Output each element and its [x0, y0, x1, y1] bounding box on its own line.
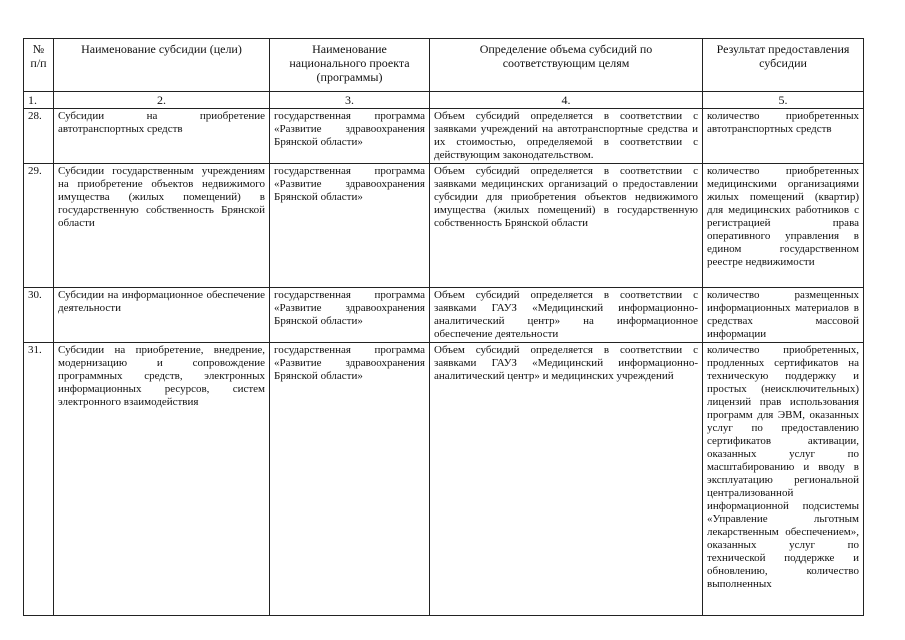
column-number: 2. [54, 92, 270, 109]
column-number: 5. [703, 92, 864, 109]
row-number: 28. [24, 109, 54, 164]
header-number: № п/п [24, 39, 54, 92]
subsidy-name: Субсидии на приобретение, внедрение, модернизацию и сопровождение программных средств, электронных информационных ресурсов, систем электронного взаимодействия [54, 343, 270, 616]
volume-definition: Объем субсидий определяется в соответствии с заявками учреждений на автотранспортные средства и их стоимостью, определяемой в соответствии с действующим законодательством. [430, 109, 703, 164]
header-volume-definition: Определение объема субсидий по соответствующим целям [430, 39, 703, 92]
program-name: государственная программа «Развитие здравоохранения Брянской области» [270, 109, 430, 164]
column-number: 1. [24, 92, 54, 109]
volume-definition: Объем субсидий определяется в соответствии с заявками ГАУЗ «Медицинский информационно-аналитический центр» и медицинских учреждений [430, 343, 703, 616]
subsidies-table [23, 38, 864, 616]
subsidy-name: Субсидии на информационное обеспечение деятельности [54, 288, 270, 343]
subsidy-name: Субсидии государственным учреждениям на приобретение объектов недвижимого имущества (жилых помещений) в государственную собственность Брянской области [54, 164, 270, 288]
subsidy-result: количество приобретенных, продленных сертификатов на техническую поддержку и простых (неисключительных) лицензий прав использования программ для ЭВМ, оказанных услуг по предоставлению сертификатов активации, оказанных услуг по масштабированию и вводу в эксплуатацию региональной централизованной информационной подсистемы «Управление льготным лекарственным обеспечением», оказанных услуг по технической поддержке и обновлению, количество выполненных [703, 343, 864, 616]
table-row [24, 109, 864, 164]
table-row [24, 343, 864, 616]
table-row [24, 288, 864, 343]
row-number: 30. [24, 288, 54, 343]
table-header-row [24, 39, 864, 92]
header-national-project: Наименование национального проекта (программы) [270, 39, 430, 92]
header-subsidy-name: Наименование субсидии (цели) [54, 39, 270, 92]
program-name: государственная программа «Развитие здравоохранения Брянской области» [270, 288, 430, 343]
document-page [23, 38, 863, 616]
row-number: 31. [24, 343, 54, 616]
column-number-row [24, 92, 864, 109]
column-number: 4. [430, 92, 703, 109]
table-row [24, 164, 864, 288]
subsidy-result: количество размещенных информационных материалов в средствах массовой информации [703, 288, 864, 343]
volume-definition: Объем субсидий определяется в соответствии с заявками ГАУЗ «Медицинский информационно-аналитический центр» на информационное обеспечение деятельности [430, 288, 703, 343]
header-result: Результат предоставления субсидии [703, 39, 864, 92]
program-name: государственная программа «Развитие здравоохранения Брянской области» [270, 164, 430, 288]
subsidy-result: количество приобретенных медицинскими организациями жилых помещений (квартир) для медицинских работников с регистрацией права оперативного управления в едином государственном реестре недвижимости [703, 164, 864, 288]
column-number: 3. [270, 92, 430, 109]
row-number: 29. [24, 164, 54, 288]
volume-definition: Объем субсидий определяется в соответствии с заявками медицинских организаций о предоставлении субсидии для приобретения объектов недвижимого имущества (жилых помещений) в государственную собственность Брянской области [430, 164, 703, 288]
subsidy-name: Субсидии на приобретение автотранспортных средств [54, 109, 270, 164]
subsidy-result: количество приобретенных автотранспортных средств [703, 109, 864, 164]
program-name: государственная программа «Развитие здравоохранения Брянской области» [270, 343, 430, 616]
